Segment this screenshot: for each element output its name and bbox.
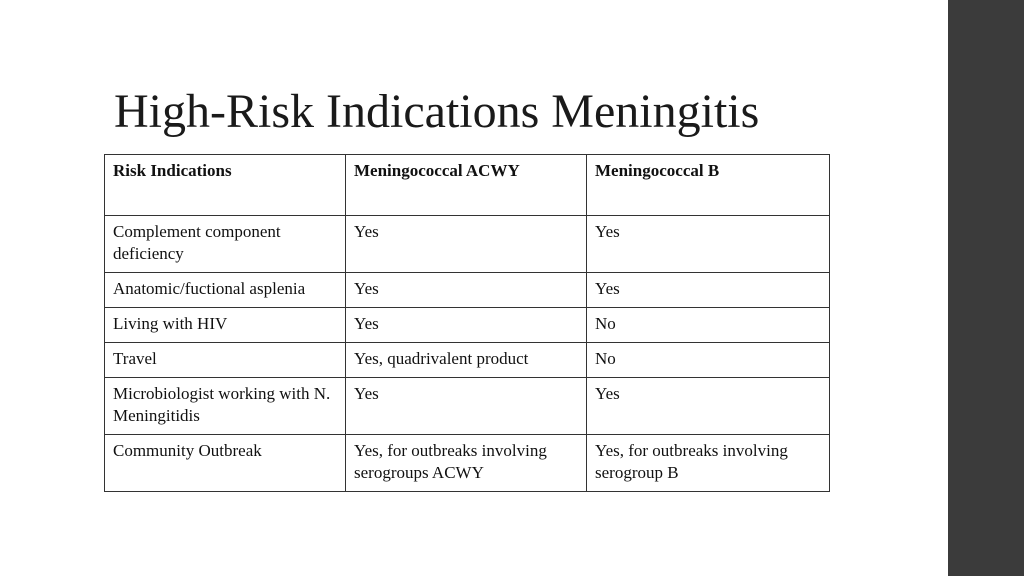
cell-b: Yes, for outbreaks involving serogroup B (587, 435, 830, 492)
header-risk-indications: Risk Indications (105, 155, 346, 216)
table-row (105, 216, 830, 273)
cell-risk-indication: Community Outbreak (105, 435, 346, 492)
table-row (105, 378, 830, 435)
cell-risk-indication: Living with HIV (105, 308, 346, 343)
table-row (105, 435, 830, 492)
cell-acwy: Yes (346, 273, 587, 308)
slide-title: High-Risk Indications Meningitis (114, 85, 760, 138)
cell-b: No (587, 308, 830, 343)
cell-acwy: Yes (346, 308, 587, 343)
cell-b: Yes (587, 216, 830, 273)
header-meningococcal-b: Meningococcal B (587, 155, 830, 216)
cell-b: No (587, 343, 830, 378)
table-row (105, 308, 830, 343)
cell-acwy: Yes (346, 216, 587, 273)
side-accent-bar (948, 0, 1024, 576)
table-row (105, 343, 830, 378)
table-header-row (105, 155, 830, 216)
cell-acwy: Yes, quadrivalent product (346, 343, 587, 378)
cell-b: Yes (587, 378, 830, 435)
cell-risk-indication: Complement component deficiency (105, 216, 346, 273)
cell-b: Yes (587, 273, 830, 308)
cell-risk-indication: Anatomic/fuctional asplenia (105, 273, 346, 308)
risk-indications-table (104, 154, 830, 492)
header-meningococcal-acwy: Meningococcal ACWY (346, 155, 587, 216)
cell-acwy: Yes, for outbreaks involving serogroups ACWY (346, 435, 587, 492)
cell-risk-indication: Travel (105, 343, 346, 378)
table-row (105, 273, 830, 308)
cell-risk-indication: Microbiologist working with N. Meningitidis (105, 378, 346, 435)
cell-acwy: Yes (346, 378, 587, 435)
